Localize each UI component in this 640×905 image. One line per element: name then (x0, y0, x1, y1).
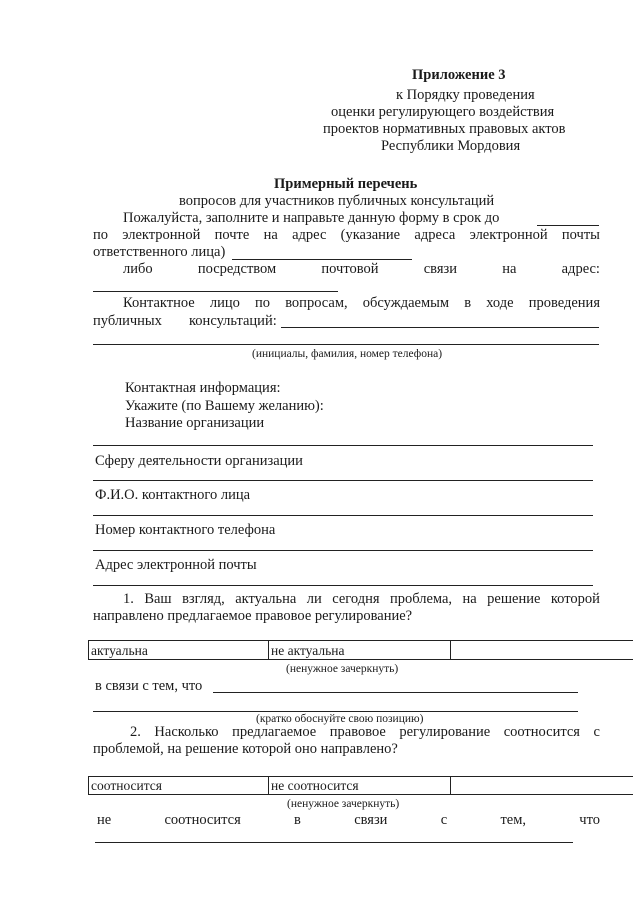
appendix-line-1: к Порядку проведения (396, 87, 535, 103)
q2-option-corresponds[interactable]: соотносится (91, 778, 163, 793)
organization-field[interactable] (93, 445, 593, 446)
q1-option-relevant[interactable]: актуальна (91, 643, 148, 658)
appendix-title: Приложение 3 (412, 67, 506, 83)
intro-line-4: либо посредством почтовой связи на адрес: (123, 261, 600, 277)
contact-person-line-1: Контактное лицо по вопросам, обсуждаемым в ходе проведения (123, 295, 600, 311)
contact-name-field[interactable] (93, 515, 593, 516)
q2-line-2: проблемой, на решение которой оно направлено? (93, 741, 398, 757)
intro-line-1: Пожалуйста, заполните и направьте данную форму в срок до (123, 210, 500, 226)
field-label-email: Адрес электронной почты (95, 557, 257, 573)
field-label-activity: Сферу деятельности организации (95, 453, 303, 469)
intro-line-3: ответственного лица) (93, 244, 226, 260)
document-subtitle: вопросов для участников публичных консультаций (179, 193, 495, 209)
field-label-phone: Номер контактного телефона (95, 522, 276, 538)
deadline-field[interactable] (537, 225, 599, 226)
field-label-organization: Название организации (125, 415, 265, 431)
q1-line-1: 1. Ваш взгляд, актуальна ли сегодня проблема, на решение которой (123, 591, 600, 607)
document-title: Примерный перечень (274, 176, 418, 192)
appendix-line-4: Республики Мордовия (381, 138, 521, 154)
appendix-line-3: проектов нормативных правовых актов (323, 121, 566, 137)
q2-line-1: 2. Насколько предлагаемое правовое регулирование соотносится с (130, 724, 600, 740)
q1-reason-label: в связи с тем, что (95, 678, 203, 694)
q2-hint: (ненужное зачеркнуть) (287, 798, 400, 810)
contact-info-prompt: Укажите (по Вашему желанию): (125, 398, 324, 414)
q1-hint: (ненужное зачеркнуть) (286, 663, 399, 675)
contact-person-label-b: консультаций: (189, 313, 277, 329)
appendix-line-2: оценки регулирующего воздействия (331, 104, 555, 120)
field-label-contact-name: Ф.И.О. контактного лица (95, 487, 251, 503)
q2-option-not-corresponds[interactable]: не соотносится (271, 778, 359, 793)
phone-field[interactable] (93, 550, 593, 551)
q1-reason-field-1[interactable] (213, 692, 578, 693)
contact-person-label-a: публичных (93, 313, 162, 329)
contact-person-field-2[interactable] (93, 344, 599, 345)
q2-reason-field[interactable] (95, 842, 573, 843)
q1-line-2: направлено предлагаемое правовое регулирование? (93, 608, 413, 624)
email-address-field[interactable] (232, 259, 412, 260)
contact-person-field-1[interactable] (281, 327, 599, 328)
postal-address-field[interactable] (93, 291, 338, 292)
contact-info-title: Контактная информация: (125, 380, 281, 396)
q1-option-not-relevant[interactable]: не актуальна (271, 643, 345, 658)
intro-line-2: по электронной почте на адрес (указание адреса электронной почты (93, 227, 600, 243)
email-field[interactable] (93, 585, 593, 586)
contact-person-hint: (инициалы, фамилия, номер телефона) (252, 348, 443, 360)
q1-reason-hint: (кратко обоснуйте свою позицию) (256, 713, 424, 725)
activity-field[interactable] (93, 480, 593, 481)
q2-last-line: не соотносится в связи с тем, что (97, 812, 600, 828)
